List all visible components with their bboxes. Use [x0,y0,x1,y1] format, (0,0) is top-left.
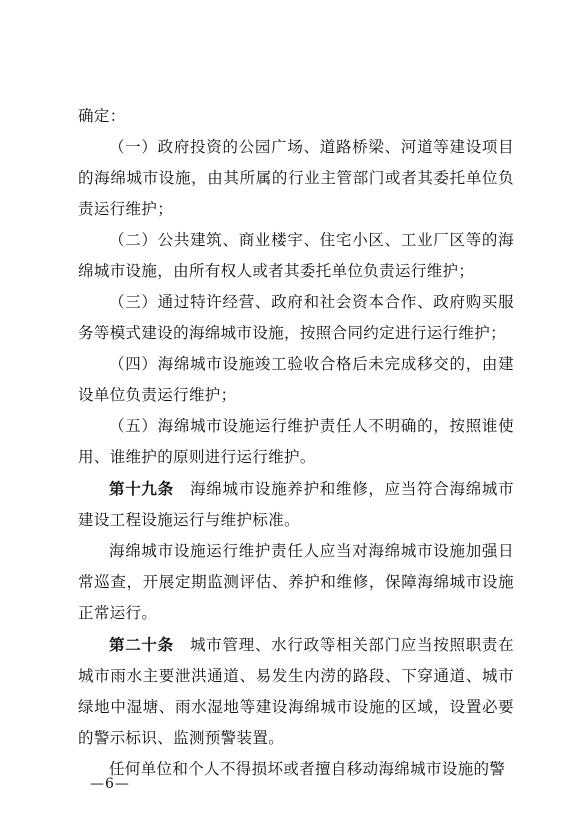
paragraph [78,629,514,754]
article-number: 第十九条 [109,479,174,498]
paragraph-text: 城市管理、水行政等相关部门应当按照职责在城市雨水主要泄洪通道、易发生内涝的路段、下穿通道、城市绿地中湿塘、雨水湿地等建设海绵城市设施的区域，设置必要的警示标识、监测预警装置。 [78,636,514,747]
paragraph-text: （三）通过特许经营、政府和社会资本合作、政府购买服务等模式建设的海绵城市设施，按照合同约定进行运行维护； [78,293,514,342]
paragraph [78,225,514,287]
paragraph-text: （五）海绵城市设施运行维护责任人不明确的，按照谁使用、谁维护的原则进行运行维护。 [78,417,514,466]
paragraph [78,536,514,629]
paragraph-text: 海绵城市设施养护和维修，应当符合海绵城市建设工程设施运行与维护标准。 [78,480,514,529]
paragraph [78,754,514,785]
article-number: 第二十条 [109,635,174,654]
paragraph [78,132,514,225]
paragraph [78,349,514,411]
paragraph-text: （一）政府投资的公园广场、道路桥梁、河道等建设项目的海绵城市设施，由其所属的行业主管部门或者其委托单位负责运行维护； [78,138,514,218]
paragraph-text: 确定： [78,107,126,125]
paragraph [78,411,514,473]
page-number: —6— [90,776,130,792]
document-body [78,101,514,785]
paragraph-text: （二）公共建筑、商业楼宇、住宅小区、工业厂区等的海绵城市设施，由所有权人或者其委托单位负责运行维护； [78,231,514,280]
paragraph [78,101,514,132]
paragraph [78,287,514,349]
paragraph-text: 海绵城市设施运行维护责任人应当对海绵城市设施加强日常巡查，开展定期监测评估、养护和维修，保障海绵城市设施正常运行。 [78,542,514,622]
paragraph [78,473,514,536]
paragraph-text: （四）海绵城市设施竣工验收合格后未完成移交的，由建设单位负责运行维护； [78,355,514,404]
paragraph-text: 任何单位和个人不得损坏或者擅自移动海绵城市设施的警 [109,760,506,778]
